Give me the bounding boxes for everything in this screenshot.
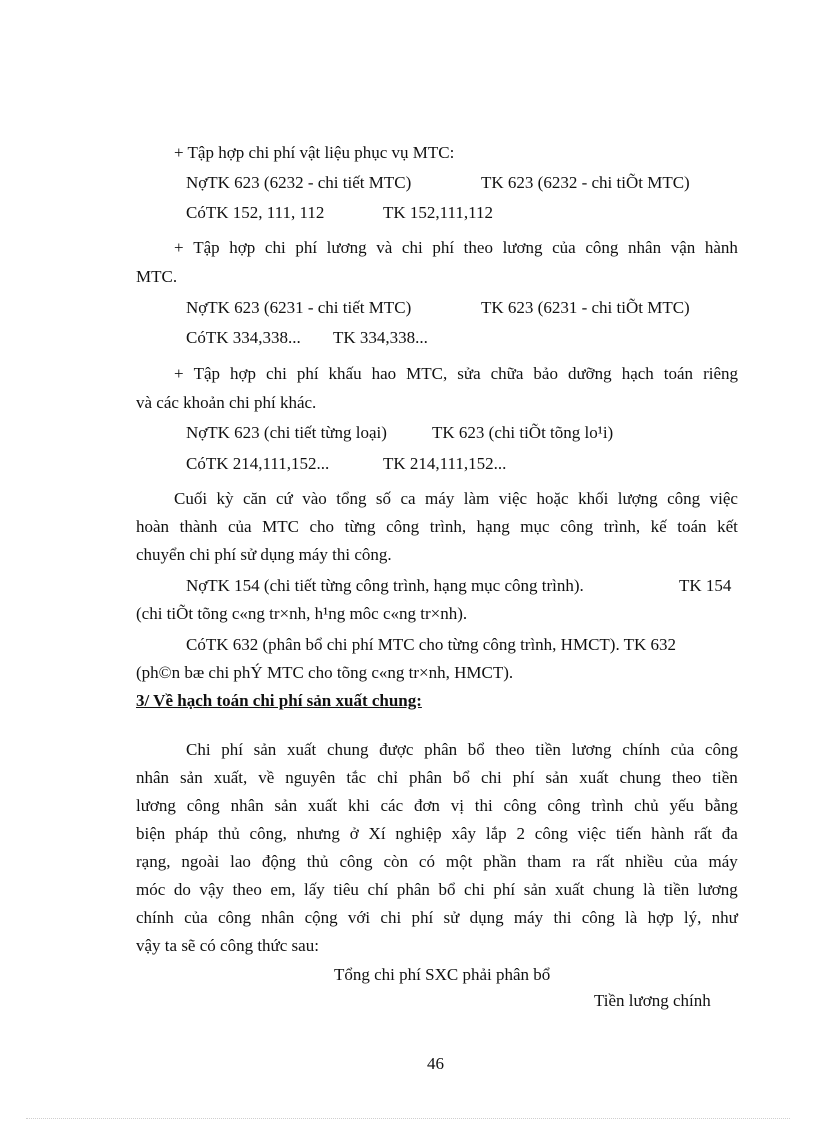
word: trình, xyxy=(603,517,641,536)
page-number: 46 xyxy=(427,1054,444,1073)
para-line-7 xyxy=(136,908,738,928)
word: nhân xyxy=(230,796,264,815)
para-line-1 xyxy=(186,740,738,760)
word: riêng xyxy=(703,364,738,383)
word: công xyxy=(534,824,568,843)
word: thủ xyxy=(217,824,240,843)
word: chi xyxy=(481,768,502,787)
word: phí xyxy=(512,768,535,787)
word: phần xyxy=(483,852,517,871)
section-heading: 3/ Về hạch toán chi phí sản xuất chung: xyxy=(136,691,422,710)
word: chung xyxy=(326,740,369,759)
word: rất xyxy=(596,852,615,871)
word: việc xyxy=(498,489,528,508)
word: của xyxy=(184,908,208,927)
word: từng xyxy=(344,517,376,536)
word: nhưng xyxy=(296,824,340,843)
word: lao xyxy=(230,852,251,871)
word: công, xyxy=(249,824,287,843)
word: nguyên xyxy=(285,768,336,787)
word: công xyxy=(581,908,615,927)
word: tắc xyxy=(346,768,367,787)
closing-debit-line2: (chi tiÕt tõng c«ng tr×nh, h¹ng môc c«ng tr×nh). xyxy=(136,604,468,623)
word: chính xyxy=(622,740,660,759)
word: kết xyxy=(717,517,738,536)
para-line-4 xyxy=(136,824,738,844)
word: chi xyxy=(380,908,402,927)
word: máy xyxy=(425,489,455,508)
para-line-3 xyxy=(136,796,738,816)
word: động xyxy=(261,852,296,871)
item3-title-line2: và các khoản chi phí khác. xyxy=(136,393,317,412)
word: việc xyxy=(709,489,738,508)
word: MTC, xyxy=(406,364,448,383)
word: phân xyxy=(396,880,430,899)
word: xuất xyxy=(554,880,585,899)
word: tiêu xyxy=(333,880,359,899)
word: xây xyxy=(451,824,477,843)
closing-debit-line1: NợTK 154 (chi tiết từng công trình, hạng mục công trình). xyxy=(186,576,584,595)
word: ở xyxy=(349,824,359,843)
word: biện xyxy=(136,824,166,843)
item1-credit: CóTK 152, 111, 112 xyxy=(186,203,325,222)
word: sản xyxy=(253,740,277,759)
word: của xyxy=(673,852,698,871)
word: lương xyxy=(502,238,543,257)
word: ra xyxy=(572,852,586,871)
word: vậy xyxy=(199,880,224,899)
word: chữa xyxy=(490,364,524,383)
word: dụng xyxy=(469,908,504,927)
word: các xyxy=(380,796,404,815)
word: phí xyxy=(296,364,319,383)
word: theo xyxy=(232,880,262,899)
word: Tập xyxy=(193,238,220,257)
word: phí xyxy=(411,908,434,927)
para-line-8: vậy ta sẽ có công thức sau: xyxy=(136,936,319,955)
word: bằng xyxy=(704,796,738,815)
word: phí xyxy=(295,238,318,257)
closing-line2 xyxy=(136,517,738,537)
word: máy xyxy=(513,908,544,927)
word: công xyxy=(704,740,738,759)
word: sản xyxy=(545,768,569,787)
word: như xyxy=(711,908,738,927)
item3-credit-garbled: TK 214,111,152... xyxy=(383,454,507,473)
word: về xyxy=(258,768,275,787)
word: nhân xyxy=(136,768,170,787)
word: là xyxy=(642,880,656,899)
word: nhân xyxy=(261,908,295,927)
item1-debit-garbled: TK 623 (6232 - chi tiÕt MTC) xyxy=(481,173,690,192)
word: MTC xyxy=(262,517,299,536)
word: tham xyxy=(527,852,562,871)
word: sản xyxy=(523,880,547,899)
word: hợp xyxy=(647,908,674,927)
word: lượng xyxy=(617,489,658,508)
word: tiền xyxy=(535,740,561,759)
word: của xyxy=(227,517,252,536)
word: hợp xyxy=(229,238,256,257)
word: đa xyxy=(721,824,738,843)
word: xuất xyxy=(307,796,338,815)
item1-title: + Tập hợp chi phí vật liệu phục vụ MTC: xyxy=(174,143,455,162)
word: + xyxy=(174,364,184,383)
word: tổng xyxy=(336,489,367,508)
word: bổ xyxy=(438,880,456,899)
word: công xyxy=(667,489,701,508)
word: rạng, xyxy=(136,852,171,871)
word: Cuối xyxy=(174,489,208,508)
word: trình, xyxy=(429,517,467,536)
word: bổ xyxy=(453,768,470,787)
word: em, xyxy=(270,880,296,899)
word: chi xyxy=(266,364,287,383)
word: và xyxy=(376,238,393,257)
formula-numerator: Tổng chi phí SXC phải phân bổ xyxy=(334,965,551,984)
item3-title-line1 xyxy=(174,364,738,384)
word: Chi xyxy=(186,740,211,759)
word: công xyxy=(186,796,220,815)
word: pháp xyxy=(175,824,209,843)
word: phí xyxy=(221,740,243,759)
word: trình xyxy=(591,796,624,815)
word: chi xyxy=(401,238,423,257)
word: phí xyxy=(432,238,455,257)
word: nhân xyxy=(628,238,662,257)
item2-title-line1 xyxy=(174,238,738,258)
word: hành xyxy=(651,824,685,843)
word: yếu xyxy=(669,796,694,815)
word: công xyxy=(585,238,619,257)
word: khi xyxy=(347,796,370,815)
word: hoàn xyxy=(136,517,170,536)
word: lấy xyxy=(304,880,325,899)
item2-title-line2: MTC. xyxy=(136,267,178,286)
word: bổ xyxy=(467,740,485,759)
word: bảo xyxy=(533,364,558,383)
para-line-5 xyxy=(136,852,738,872)
word: lắp xyxy=(485,824,507,843)
word: ngoài xyxy=(181,852,220,871)
word: thủ xyxy=(306,852,329,871)
closing-line3: chuyển chi phí sử dụng máy thi công. xyxy=(136,545,392,564)
word: 2 xyxy=(516,824,525,843)
word: xuất, xyxy=(213,768,248,787)
word: phí xyxy=(493,880,516,899)
word: việc xyxy=(577,824,606,843)
word: một xyxy=(445,852,473,871)
word: lương xyxy=(326,238,367,257)
word: chủ xyxy=(634,796,659,815)
item3-debit: NợTK 623 (chi tiết từng loại) xyxy=(186,423,387,442)
closing-line1 xyxy=(174,489,738,509)
word: công xyxy=(560,517,594,536)
word: là xyxy=(625,908,638,927)
word: tiến xyxy=(615,824,642,843)
word: nhiều xyxy=(625,852,664,871)
word: làm xyxy=(463,489,490,508)
word: + xyxy=(174,238,184,257)
word: do xyxy=(173,880,191,899)
word: với xyxy=(347,908,371,927)
word: máy xyxy=(708,852,738,871)
word: theo xyxy=(672,768,702,787)
word: Tập xyxy=(193,364,221,383)
word: còn xyxy=(383,852,408,871)
word: vào xyxy=(302,489,327,508)
item3-credit: CóTK 214,111,152... xyxy=(186,454,330,473)
item3-debit-garbled: TK 623 (chi tiÕt tõng lo¹i) xyxy=(432,423,614,442)
word: công xyxy=(547,796,581,815)
word: hạng xyxy=(476,517,510,536)
word: căn xyxy=(242,489,267,508)
word: vận xyxy=(670,238,696,257)
word: thi xyxy=(553,908,572,927)
closing-credit-line2: (ph©n bæ chi phÝ MTC cho tõng c«ng tr×nh, HMCT). xyxy=(136,663,514,682)
item2-credit: CóTK 334,338... xyxy=(186,328,301,347)
word: hao xyxy=(371,364,397,383)
word: công xyxy=(217,908,251,927)
word: chí xyxy=(367,880,389,899)
word: lý, xyxy=(683,908,702,927)
word: chính xyxy=(136,908,174,927)
word: công xyxy=(503,796,537,815)
word: kỳ xyxy=(216,489,234,508)
word: xuất xyxy=(286,740,317,759)
word: sản xyxy=(274,796,298,815)
word: mục xyxy=(520,517,550,536)
word: hành xyxy=(704,238,738,257)
word: theo xyxy=(495,740,525,759)
word: sản xyxy=(180,768,203,787)
para-line-2 xyxy=(136,768,738,788)
word: được xyxy=(379,740,414,759)
item2-debit: NợTK 623 (6231 - chi tiết MTC) xyxy=(186,298,412,317)
word: Xí xyxy=(368,824,386,843)
formula-denominator: Tiền lương chính xyxy=(594,991,711,1010)
word: chung xyxy=(619,768,662,787)
item1-credit-garbled: TK 152,111,112 xyxy=(383,203,494,222)
word: lương xyxy=(136,796,176,815)
word: cứ xyxy=(276,489,293,508)
page-border-dotted-line xyxy=(26,1118,790,1119)
word: tiền xyxy=(663,880,690,899)
word: của xyxy=(670,740,695,759)
word: chung xyxy=(592,880,635,899)
word: xuất xyxy=(579,768,609,787)
word: khấu xyxy=(328,364,362,383)
word: chi xyxy=(264,238,286,257)
word: nghiệp xyxy=(395,824,442,843)
word: phân xyxy=(408,768,442,787)
word: của xyxy=(552,238,576,257)
word: có xyxy=(418,852,435,871)
word: đơn xyxy=(413,796,440,815)
word: sử xyxy=(443,908,460,927)
item2-credit-garbled: TK 334,338... xyxy=(333,328,428,347)
word: hoặc xyxy=(536,489,569,508)
word: kế xyxy=(650,517,667,536)
word: tiền xyxy=(712,768,738,787)
word: ca xyxy=(400,489,416,508)
word: móc xyxy=(136,880,166,899)
word: toán xyxy=(677,517,707,536)
closing-credit-line1: CóTK 632 (phân bổ chi phí MTC cho từng công trình, HMCT). TK 632 xyxy=(186,635,677,654)
closing-debit-line1-right: TK 154 xyxy=(679,576,732,595)
word: phân xyxy=(424,740,458,759)
para-line-6 xyxy=(136,880,738,900)
word: thành xyxy=(179,517,218,536)
word: hạch xyxy=(621,364,654,383)
word: cho xyxy=(309,517,335,536)
word: khối xyxy=(578,489,609,508)
word: toán xyxy=(663,364,694,383)
word: cộng xyxy=(304,908,338,927)
item1-debit: NợTK 623 (6232 - chi tiết MTC) xyxy=(186,173,412,192)
word: công xyxy=(339,852,373,871)
word: hợp xyxy=(230,364,257,383)
word: vị xyxy=(450,796,464,815)
item2-debit-garbled: TK 623 (6231 - chi tiÕt MTC) xyxy=(481,298,690,317)
word: rất xyxy=(694,824,712,843)
word: dưỡng xyxy=(567,364,612,383)
word: sửa xyxy=(457,364,481,383)
word: lương xyxy=(571,740,612,759)
word: theo xyxy=(463,238,493,257)
word: lương xyxy=(697,880,738,899)
word: chi xyxy=(464,880,485,899)
word: số xyxy=(375,489,392,508)
word: chỉ xyxy=(377,768,398,787)
word: công xyxy=(386,517,420,536)
word: thi xyxy=(474,796,493,815)
